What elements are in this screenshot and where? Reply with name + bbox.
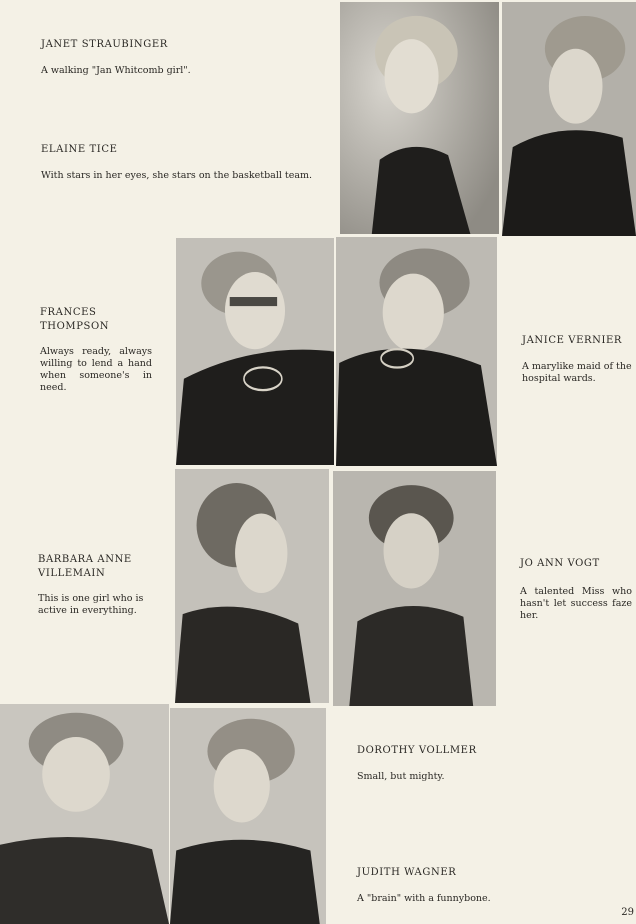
student-caption-joann: A talented Miss who hasn't let success faze her. [520, 586, 632, 621]
portrait-photo-judith [170, 708, 326, 924]
student-name-judith: JUDITH WAGNER [357, 867, 457, 878]
student-caption-barbara: This is one girl who is active in everything. [38, 593, 144, 616]
portrait-photo-janice [336, 237, 497, 466]
portrait-photo-barbara [175, 469, 329, 703]
student-name-dorothy: DOROTHY VOLLMER [357, 745, 477, 756]
portrait-photo-janet [340, 2, 499, 234]
student-caption-elaine: With stars in her eyes, she stars on the basketball team. [41, 170, 313, 181]
portrait-photo-frances [176, 238, 334, 465]
student-caption-janice: A marylike maid of the hospital wards. [522, 361, 632, 384]
student-name-joann: JO ANN VOGT [520, 558, 600, 569]
portrait-photo-joann [333, 471, 496, 706]
student-caption-frances: Always ready, always willing to lend a hand when someone's in need. [40, 346, 152, 393]
student-name-frances: FRANCES THOMPSON [40, 307, 110, 332]
student-caption-dorothy: Small, but mighty. [357, 771, 445, 782]
page-number: 29 [621, 907, 634, 918]
portrait-photo-dorothy [0, 704, 169, 924]
student-name-janet: JANET STRAUBINGER [41, 39, 168, 50]
student-name-barbara: BARBARA ANNE VILLEMAIN [38, 554, 132, 579]
student-caption-judith: A "brain" with a funnybone. [357, 893, 491, 904]
student-name-janice: JANICE VERNIER [522, 335, 623, 346]
student-caption-janet: A walking "Jan Whitcomb girl". [41, 65, 191, 76]
portrait-photo-elaine [502, 2, 636, 236]
student-name-elaine: ELAINE TICE [41, 144, 118, 155]
